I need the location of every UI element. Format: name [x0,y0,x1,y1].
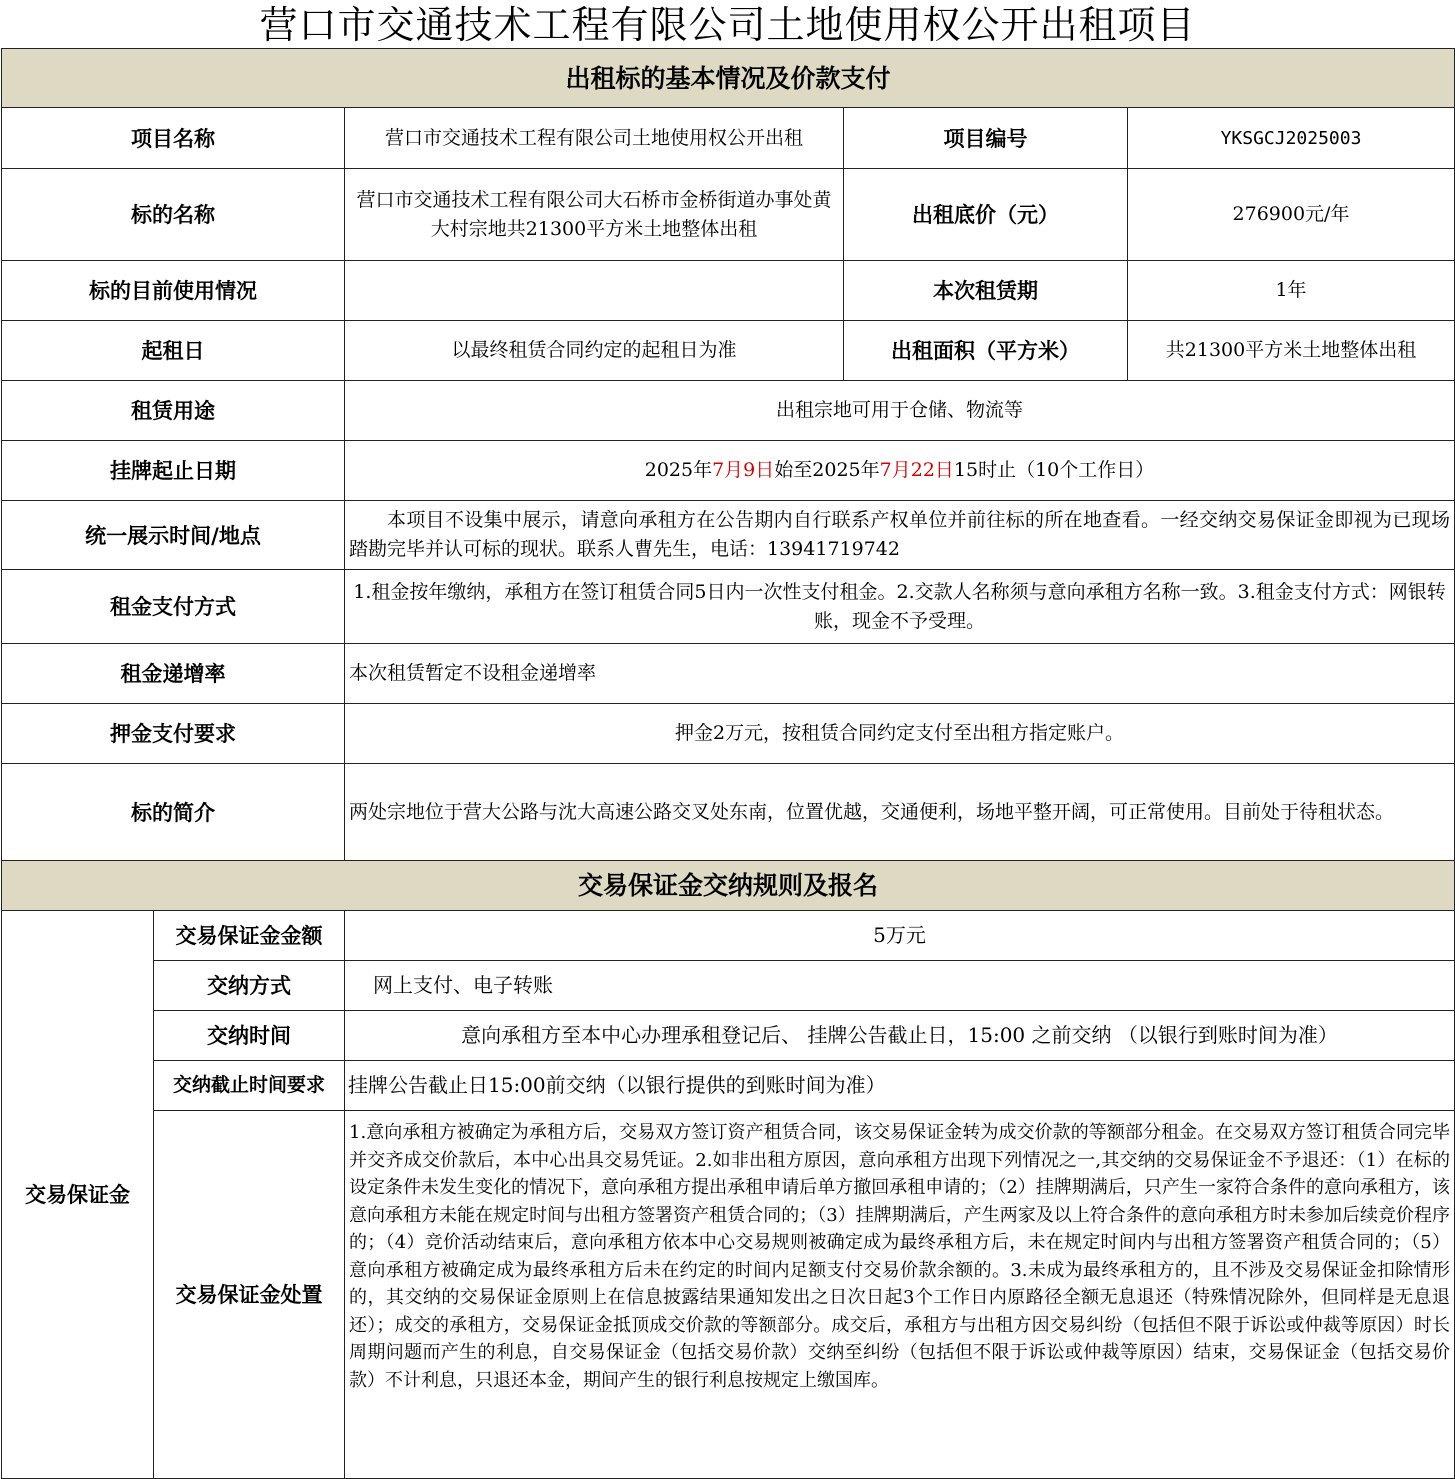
table-row [2,261,1455,321]
current-use-label: 标的目前使用情况 [2,261,345,321]
current-use-value [345,261,844,321]
deadline-label: 交纳截止时间要求 [154,1061,345,1111]
lease-term-label: 本次租赁期 [844,261,1128,321]
intro-value: 两处宗地位于营大公路与沈大高速公路交叉处东南，位置优越，交通便利，场地平整开阔，可正常使用。目前处于待租状态。 [345,764,1455,861]
time-label: 交纳时间 [154,1011,345,1061]
area-value: 共21300平方米土地整体出租 [1128,321,1455,381]
subject-name-label: 标的名称 [2,169,345,261]
reserve-price-value: 276900元/年 [1128,169,1455,261]
project-name-label: 项目名称 [2,108,345,169]
page-title: 营口市交通技术工程有限公司土地使用权公开出租项目 [259,3,1196,47]
table-row [2,570,1455,644]
table-row [2,501,1455,570]
handling-value: 1.意向承租方被确定为承租方后，交易双方签订资产租赁合同，该交易保证金转为成交价款的等额部分租金。在交易双方签订租赁合同完毕并交齐成交价款后，本中心出具交易凭证。2.如非出租方原因，意向承租方出现下列情况之一,其交纳的交易保证金不予退还：（1）在标的设定条件未发生变化的情况下，意向承租方提出承租申请后单方撤回承租申请的；（2）挂牌期满后，只产生一家符合条件的意向承租方，该意向承租方未能在规定时间与出租方签署资产租赁合同的；（3）挂牌期满后，产生两家及以上符合条件的意向承租方时未参加后续竞价程序的；（4）竞价活动结束后，意向承租方依本中心交易规则被确定成为最终承租方后，未在规定时间内与出租方签署资产租赁合同的；（5）意向承租方被确定成为最终承租方后未在约定的时间内足额支付交易价款余额的。3.未成为最终承租方的，且不涉及交易保证金扣除情形的，其交纳的交易保证金原则上在信息披露结果通知发出之日次日起3个工作日内原路径全额无息退还（特殊情况除外，但同样是无息退还）；成交的承租方，交易保证金抵顶成交价款的等额部分。成交后，承租方与出租方因交易纠纷（包括但不限于诉讼或仲裁等原因）时长周期问题而产生的利息，自交易保证金（包括交易价款）交纳至纠纷（包括但不限于诉讼或仲裁等原因）结束，交易保证金（包括交易价款）不计利息，只退还本金，期间产生的银行利息按规定上缴国库。 [345,1111,1455,1479]
method-label: 交纳方式 [154,961,345,1011]
table-row [2,1111,1455,1479]
table-row [2,441,1455,501]
time-value: 意向承租方至本中心办理承租登记后、 挂牌公告截止日，15:00 之前交纳 （以银行到账时间为准） [345,1011,1455,1061]
display-label: 统一展示时间/地点 [2,501,345,570]
listing-text-3: 15时止（10个工作日） [953,459,1155,481]
listing-start-date: 7月9日 [712,459,775,481]
table-row [2,1011,1455,1061]
deposit-label: 押金支付要求 [2,704,345,764]
deposit-group-label: 交易保证金 [2,911,154,1479]
payment-label: 租金支付方式 [2,570,345,644]
usage-value: 出租宗地可用于仓储、物流等 [345,381,1455,441]
start-date-value: 以最终租赁合同约定的起租日为准 [345,321,844,381]
increase-value: 本次租赁暂定不设租金递增率 [345,644,1455,704]
area-label: 出租面积（平方米） [844,321,1128,381]
amount-label: 交易保证金金额 [154,911,345,961]
table-row [2,704,1455,764]
lease-term-value: 1年 [1128,261,1455,321]
table-row [2,381,1455,441]
start-date-label: 起租日 [2,321,345,381]
usage-label: 租赁用途 [2,381,345,441]
basic-info-table [1,48,1455,861]
table-row [2,911,1455,961]
method-value: 网上支付、电子转账 [345,961,1455,1011]
deadline-value: 挂牌公告截止日15:00前交纳（以银行提供的到账时间为准） [345,1061,1455,1111]
project-name-value: 营口市交通技术工程有限公司土地使用权公开出租 [345,108,844,169]
project-code-label: 项目编号 [844,108,1128,169]
table-row [2,1061,1455,1111]
reserve-price-label: 出租底价（元） [844,169,1128,261]
listing-text-1: 2025年 [644,459,713,481]
table-row [2,764,1455,861]
amount-value: 5万元 [345,911,1455,961]
subject-name-value: 营口市交通技术工程有限公司大石桥市金桥街道办事处黄大村宗地共21300平方米土地整体出租 [345,169,844,261]
section-header-basic-info: 出租标的基本情况及价款支付 [2,49,1455,108]
project-code-value: YKSGCJ2025003 [1128,108,1455,169]
handling-label: 交易保证金处置 [154,1111,345,1479]
table-row [2,321,1455,381]
table-row [2,169,1455,261]
listing-value [345,441,1455,501]
display-value: 本项目不设集中展示，请意向承租方在公告期内自行联系产权单位并前往标的所在地查看。一经交纳交易保证金即视为已现场踏勘完毕并认可标的现状。联系人曹先生，电话：13941719742 [345,501,1455,570]
listing-text-2: 始至2025年 [774,459,880,481]
increase-label: 租金递增率 [2,644,345,704]
section-header-deposit-rules: 交易保证金交纳规则及报名 [2,861,1455,911]
deposit-value: 押金2万元，按租赁合同约定支付至出租方指定账户。 [345,704,1455,764]
intro-label: 标的简介 [2,764,345,861]
table-row [2,961,1455,1011]
table-row [2,108,1455,169]
deposit-rules-table [1,860,1455,1479]
payment-value: 1.租金按年缴纳，承租方在签订租赁合同5日内一次性支付租金。2.交款人名称须与意向承租方名称一致。3.租金支付方式：网银转账，现金不予受理。 [345,570,1455,644]
listing-end-date: 7月22日 [879,459,954,481]
table-row [2,644,1455,704]
listing-label: 挂牌起止日期 [2,441,345,501]
